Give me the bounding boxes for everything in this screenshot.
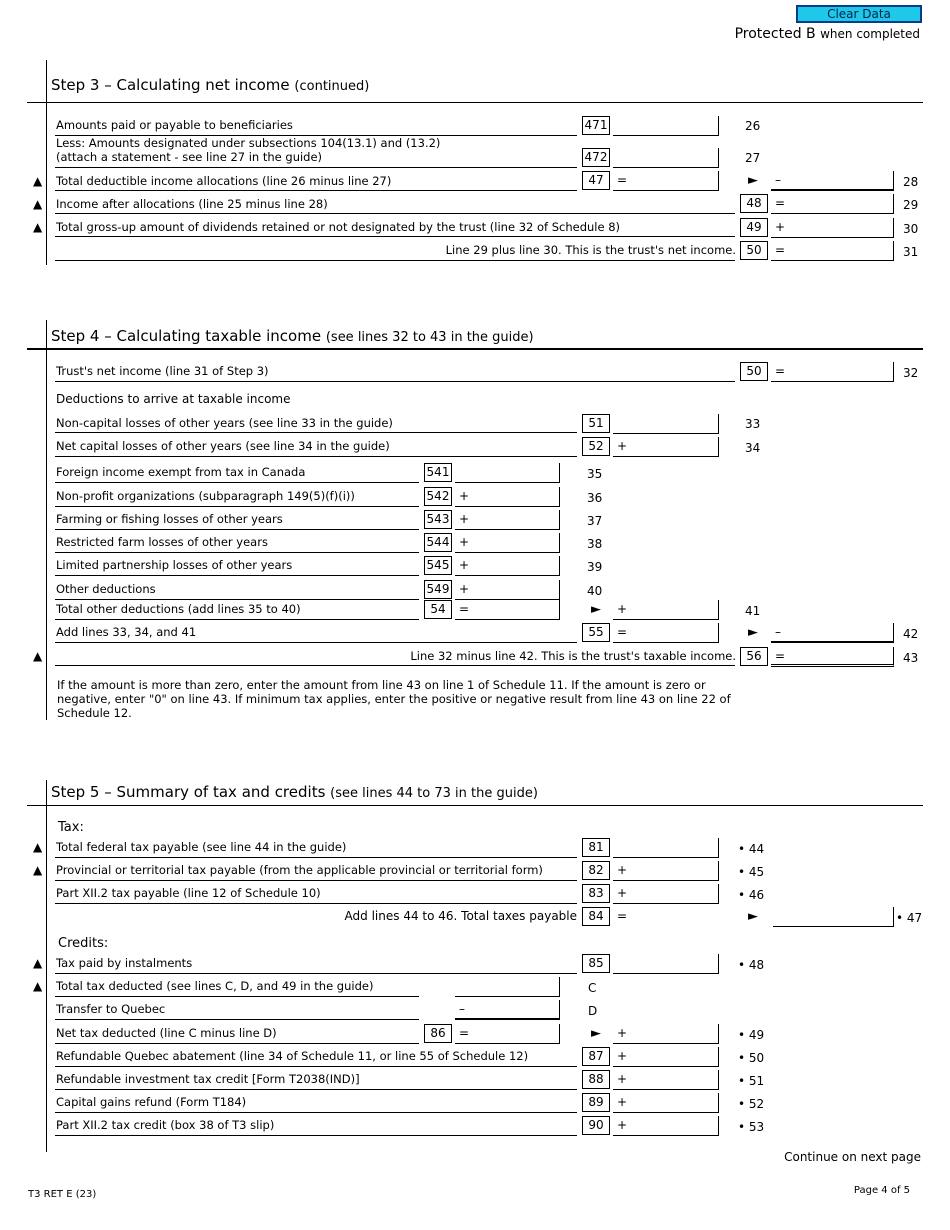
line-number: • 49 [738, 1028, 765, 1042]
line-43-label: Line 32 minus line 42. This is the trust's taxable income. [410, 649, 736, 663]
underline [55, 1019, 419, 1020]
line-48-label: Tax paid by instalments [56, 956, 193, 970]
line-40-input[interactable] [455, 580, 560, 600]
code-82: 82 [582, 861, 610, 880]
line-26-label: Amounts paid or payable to beneficiaries [56, 118, 293, 132]
underline [55, 167, 577, 168]
line-47-label: Add lines 44 to 46. Total taxes payable [344, 909, 577, 923]
line-34-input[interactable] [613, 437, 719, 457]
line-35-label: Foreign income exempt from tax in Canada [56, 465, 306, 479]
code-55: 55 [582, 623, 610, 642]
code-54: 54 [424, 600, 452, 619]
equals-sign: = [459, 602, 470, 616]
code-90: 90 [582, 1116, 610, 1135]
line-33-input[interactable] [613, 414, 719, 434]
arrow-icon: ► [591, 602, 601, 617]
line-42-label: Add lines 33, 34, and 41 [56, 625, 197, 639]
section-rule [27, 102, 923, 103]
line-27-label-2: (attach a statement - see line 27 in the guide) [56, 150, 323, 164]
line-number: 40 [587, 584, 603, 598]
arrow-icon: ► [748, 909, 758, 924]
line-42-input[interactable] [771, 623, 894, 643]
underline [55, 1112, 577, 1113]
line-number: • 44 [738, 842, 765, 856]
step5-title: Step 5 – Summary of tax and credits (see lines 44 to 73 in the guide) [51, 783, 538, 801]
line-d-label: Transfer to Quebec [56, 1002, 166, 1016]
line-number: • 53 [738, 1120, 765, 1134]
code-56: 56 [740, 647, 768, 666]
tax-row-label: Provincial or territorial tax payable (from the applicable provincial or territorial form) [56, 863, 543, 877]
line-number: • 47 [896, 911, 923, 925]
underline [55, 482, 419, 483]
deductions-heading: Deductions to arrive at taxable income [56, 392, 291, 406]
code-549: 549 [424, 580, 452, 599]
minus-sign: – [775, 173, 781, 187]
equals-sign: = [775, 649, 786, 663]
underline [55, 642, 577, 643]
plus-sign: + [459, 512, 470, 526]
line-41-input[interactable] [613, 600, 719, 620]
line-number: 35 [587, 467, 603, 481]
margin-rule [46, 60, 47, 265]
code-48: 48 [740, 194, 768, 213]
code-544: 544 [424, 533, 452, 552]
line-32-label: Trust's net income (line 31 of Step 3) [56, 364, 269, 378]
credit-row-input[interactable] [613, 1047, 719, 1067]
underline [55, 996, 419, 997]
underline [55, 857, 577, 858]
line-number: 43 [903, 651, 919, 665]
line-28-label: Total deductible income allocations (line 26 minus line 27) [56, 174, 392, 188]
underline [55, 1043, 419, 1044]
step4-note: If the amount is more than zero, enter the amount from line 43 on line 1 of Schedule 11. If the amount is zero or negative, enter "0" on line 43. If minimum tax applies, enter the positive or negative result from line 43 on line 22 of Schedule 12. [57, 678, 731, 720]
line-number: 28 [903, 175, 919, 189]
line-number: 31 [903, 245, 919, 259]
form-id: T3 RET E (23) [28, 1189, 97, 1200]
line-number: 34 [745, 441, 761, 455]
line-letter: C [588, 981, 597, 995]
arrow-icon: ► [748, 173, 758, 188]
credit-row-label: Part XII.2 tax credit (box 38 of T3 slip) [56, 1118, 275, 1132]
section-rule [27, 348, 923, 350]
line-41-label: Total other deductions (add lines 35 to 40) [56, 602, 301, 616]
plus-sign: + [459, 582, 470, 596]
line-47-input[interactable] [773, 907, 894, 927]
line-number: 27 [745, 151, 761, 165]
underline [55, 236, 735, 237]
code-85: 85 [582, 954, 610, 973]
triangle-icon: ▲ [33, 174, 43, 188]
tax-row-input[interactable] [613, 861, 719, 881]
code-541: 541 [424, 463, 452, 482]
line-number: • 46 [738, 888, 765, 902]
line-49-input[interactable] [613, 1024, 719, 1044]
underline [55, 506, 419, 507]
line-40-label: Other deductions [56, 582, 156, 596]
line-43-input[interactable] [771, 647, 894, 667]
credit-row-label: Capital gains refund (Form T184) [56, 1095, 247, 1109]
line-number: 29 [903, 198, 919, 212]
triangle-icon: ▲ [33, 649, 43, 663]
tax-row-label: Part XII.2 tax payable (line 12 of Schedule 10) [56, 886, 321, 900]
code-52: 52 [582, 437, 610, 456]
plus-sign: + [459, 535, 470, 549]
line-28-input[interactable] [613, 171, 719, 191]
line-30-label: Total gross-up amount of dividends retained or not designated by the trust (line 32 of Schedule 8) [56, 220, 621, 234]
line-31-label: Line 29 plus line 30. This is the trust's net income. [445, 243, 736, 257]
underline [55, 880, 577, 881]
line-28-total-input[interactable] [771, 171, 894, 191]
line-48-input[interactable] [613, 954, 719, 974]
margin-rule [46, 780, 47, 1152]
underline [55, 619, 419, 620]
plus-sign: + [617, 439, 628, 453]
clear-data-button[interactable]: Clear Data [796, 5, 922, 23]
arrow-icon: ► [748, 625, 758, 640]
underline [55, 381, 735, 382]
line-number: 38 [587, 537, 603, 551]
credit-row-label: Refundable Quebec abatement (line 34 of Schedule 11, or line 55 of Schedule 12) [56, 1049, 529, 1063]
line-31-input[interactable] [771, 241, 894, 261]
underline [55, 1089, 577, 1090]
underline [55, 973, 577, 974]
line-number: 41 [745, 604, 761, 618]
underline [55, 665, 735, 666]
line-38-input[interactable] [455, 533, 560, 553]
code-47: 47 [582, 171, 610, 190]
line-37-label: Farming or fishing losses of other years [56, 512, 283, 526]
credits-heading: Credits: [58, 936, 109, 951]
line-c-input[interactable] [455, 977, 560, 997]
code-471: 471 [582, 116, 610, 135]
code-543: 543 [424, 510, 452, 529]
underline [55, 575, 419, 576]
triangle-icon: ▲ [33, 197, 43, 211]
plus-sign: + [775, 220, 786, 234]
plus-sign: + [617, 886, 628, 900]
line-36-label: Non-profit organizations (subparagraph 149(5)(f)(i)) [56, 489, 355, 503]
triangle-icon: ▲ [33, 220, 43, 234]
line-d-input[interactable] [455, 1000, 560, 1020]
line-39-input[interactable] [455, 556, 560, 576]
triangle-icon: ▲ [33, 956, 43, 970]
line-number: 33 [745, 417, 761, 431]
underline [55, 552, 419, 553]
plus-sign: + [617, 863, 628, 877]
triangle-icon: ▲ [33, 979, 43, 993]
underline [55, 190, 577, 191]
code-49: 49 [740, 218, 768, 237]
line-c-label: Total tax deducted (see lines C, D, and 49 in the guide) [56, 979, 374, 993]
tax-row-input[interactable] [613, 884, 719, 904]
line-number: • 51 [738, 1074, 765, 1088]
tax-row-input[interactable] [613, 838, 719, 858]
line-42-sub-input[interactable] [613, 623, 719, 643]
code-545: 545 [424, 556, 452, 575]
line-47-sub-input[interactable] [613, 907, 719, 927]
code-50: 50 [740, 241, 768, 260]
equals-sign: = [775, 196, 786, 210]
equals-sign: = [775, 364, 786, 378]
plus-sign: + [617, 1049, 628, 1063]
step4-title: Step 4 – Calculating taxable income (see lines 32 to 43 in the guide) [51, 327, 534, 345]
section-rule [27, 805, 923, 806]
line-number: 42 [903, 627, 919, 641]
plus-sign: + [617, 1026, 628, 1040]
line-32-input[interactable] [771, 362, 894, 382]
plus-sign: + [459, 489, 470, 503]
line-27-label: Less: Amounts designated under subsections 104(13.1) and (13.2) [56, 136, 441, 150]
line-37-input[interactable] [455, 510, 560, 530]
code-81: 81 [582, 838, 610, 857]
continue-label: Continue on next page [784, 1150, 921, 1164]
step3-title: Step 3 – Calculating net income (continued) [51, 76, 370, 94]
line-number: 30 [903, 222, 919, 236]
line-number: 39 [587, 560, 603, 574]
code-83: 83 [582, 884, 610, 903]
line-number: • 45 [738, 865, 765, 879]
equals-sign: = [617, 625, 628, 639]
code-51: 51 [582, 414, 610, 433]
line-number: 26 [745, 119, 761, 133]
minus-sign: – [775, 625, 781, 639]
credit-row-input[interactable] [613, 1070, 719, 1090]
plus-sign: + [617, 1095, 628, 1109]
line-38-label: Restricted farm losses of other years [56, 535, 268, 549]
line-49-sub-input[interactable] [455, 1024, 560, 1044]
margin-rule [46, 320, 47, 720]
line-number: • 48 [738, 958, 765, 972]
code-84: 84 [582, 907, 610, 926]
line-letter: D [588, 1004, 598, 1018]
line-35-input[interactable] [455, 463, 560, 483]
credit-row-label: Refundable investment tax credit [Form T2038(IND)] [56, 1072, 360, 1086]
underline [55, 1066, 577, 1067]
triangle-icon: ▲ [33, 863, 43, 877]
credit-row-input[interactable] [613, 1093, 719, 1113]
tax-heading: Tax: [58, 820, 84, 835]
line-number: • 50 [738, 1051, 765, 1065]
code-542: 542 [424, 487, 452, 506]
triangle-icon: ▲ [33, 840, 43, 854]
equals-sign: = [459, 1026, 470, 1040]
line-29-input[interactable] [771, 194, 894, 214]
line-27-input[interactable] [613, 148, 719, 168]
protected-label: Protected B when completed [734, 26, 920, 42]
line-number: • 52 [738, 1097, 765, 1111]
line-33-label: Non-capital losses of other years (see line 33 in the guide) [56, 416, 393, 430]
plus-sign: + [459, 558, 470, 572]
underline [55, 213, 735, 214]
underline [55, 903, 577, 904]
line-49-label: Net tax deducted (line C minus line D) [56, 1026, 277, 1040]
code-88: 88 [582, 1070, 610, 1089]
underline [55, 599, 419, 600]
underline [55, 1135, 577, 1136]
code-87: 87 [582, 1047, 610, 1066]
line-34-label: Net capital losses of other years (see line 34 in the guide) [56, 439, 390, 453]
credit-row-input[interactable] [613, 1116, 719, 1136]
line-26-input[interactable] [613, 116, 719, 136]
equals-sign: = [617, 173, 628, 187]
line-41-sub-input[interactable] [455, 600, 560, 620]
plus-sign: + [617, 602, 628, 616]
code-86: 86 [424, 1024, 452, 1043]
equals-sign: = [775, 243, 786, 257]
line-39-label: Limited partnership losses of other years [56, 558, 293, 572]
line-number: 37 [587, 514, 603, 528]
underline [55, 456, 577, 457]
plus-sign: + [617, 1072, 628, 1086]
arrow-icon: ► [591, 1026, 601, 1041]
minus-sign: – [459, 1002, 465, 1016]
code-472: 472 [582, 148, 610, 167]
underline [55, 260, 735, 261]
plus-sign: + [617, 1118, 628, 1132]
line-30-input[interactable] [771, 218, 894, 238]
line-number: 36 [587, 491, 603, 505]
page-number: Page 4 of 5 [853, 1185, 910, 1196]
tax-row-label: Total federal tax payable (see line 44 in the guide) [56, 840, 347, 854]
underline [55, 529, 419, 530]
equals-sign: = [617, 909, 628, 923]
line-36-input[interactable] [455, 487, 560, 507]
underline [55, 432, 577, 433]
code-89: 89 [582, 1093, 610, 1112]
code-50: 50 [740, 362, 768, 381]
line-number: 32 [903, 366, 919, 380]
line-29-label: Income after allocations (line 25 minus line 28) [56, 197, 328, 211]
